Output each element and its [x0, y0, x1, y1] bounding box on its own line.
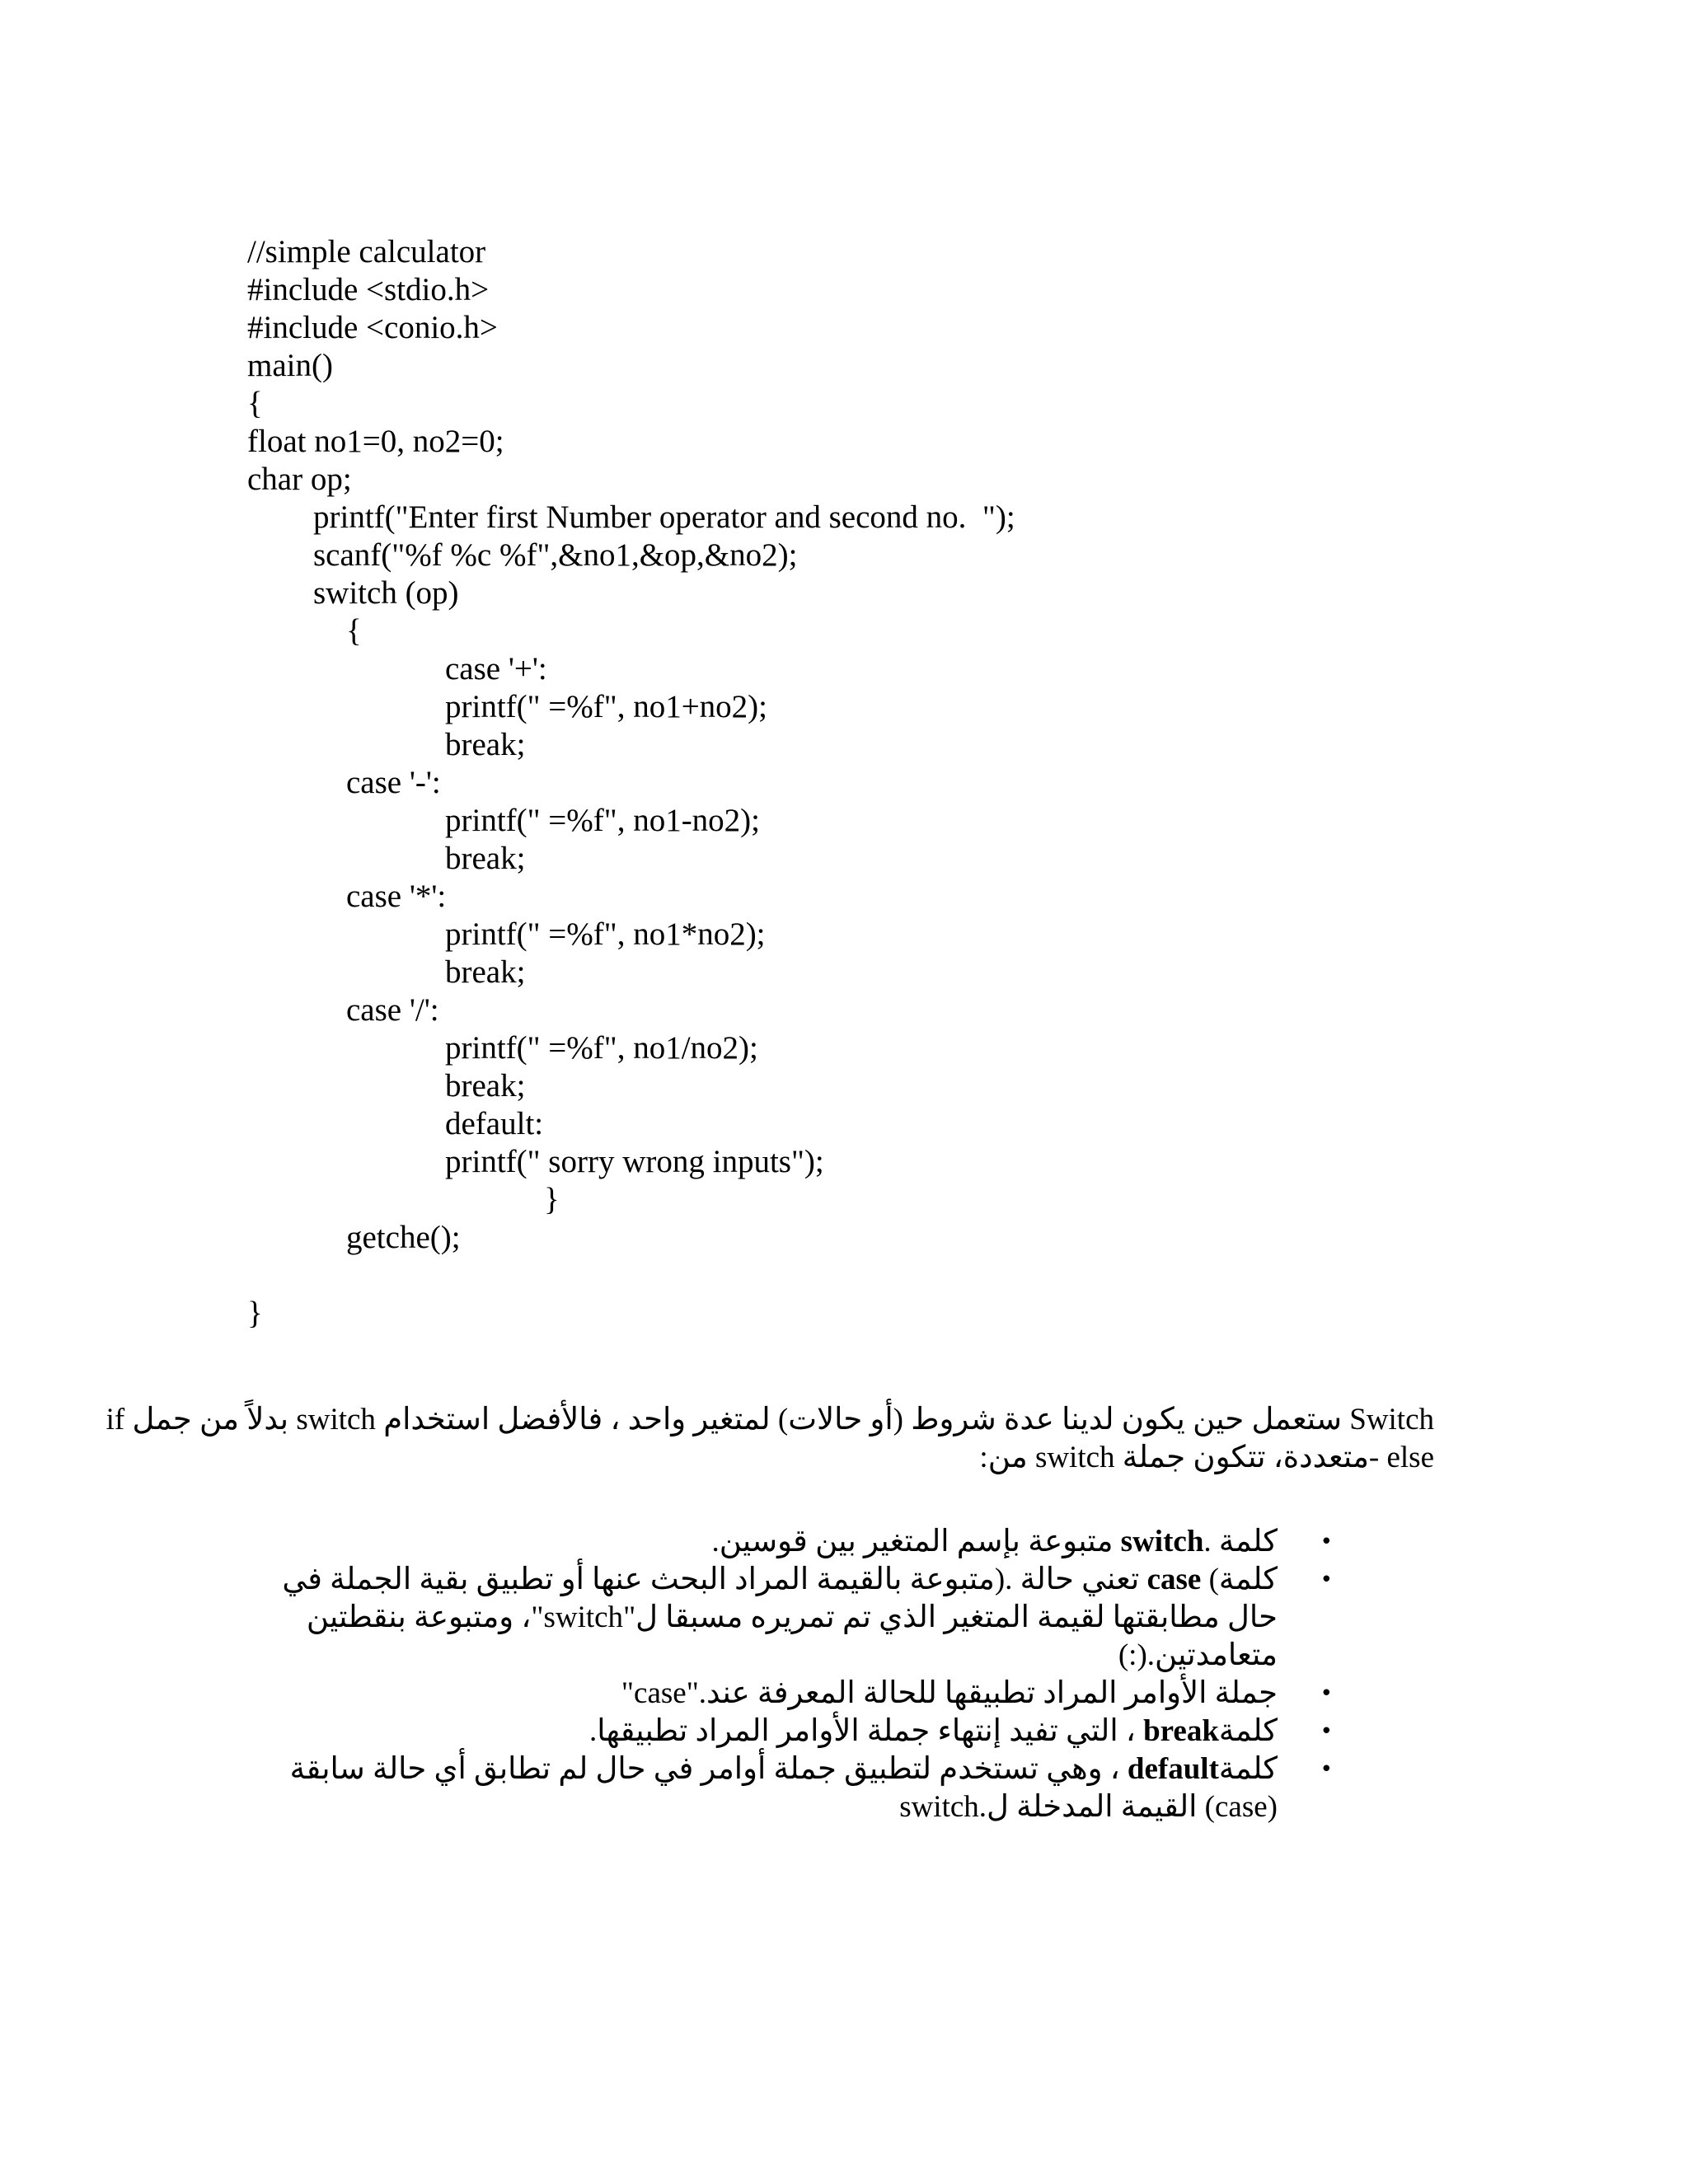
bullet-text: ، وهي تستخدم لتطبيق جملة أوامر في حال لم تطابق أي حالة سابقة (case) القيمة المدخلة ل.switch: [289, 1752, 1278, 1824]
bullet-keyword: break: [1143, 1714, 1219, 1748]
bullet-text: جملة الأوامر المراد تطبيقها للحالة المعرفة عند."case": [621, 1676, 1278, 1710]
code-line: case '/':: [346, 992, 439, 1028]
code-line: printf(" =%f", no1-no2);: [445, 803, 761, 838]
bullet-icon: •: [1320, 1681, 1333, 1706]
bullet-prefix: كلمة .: [1203, 1525, 1278, 1558]
code-line: main(): [247, 348, 333, 383]
paragraph-line-1: Switch ستعمل حين يكون لدينا عدة شروط (أو حالات) لمتغير واحد ، فالأفضل استخدام switch بدلاً من جمل if: [106, 1403, 1434, 1436]
bullet-icon: •: [1320, 1719, 1333, 1744]
code-line: float no1=0, no2=0;: [247, 424, 504, 459]
switch-description-paragraph: [106, 1401, 1434, 1477]
bullet-prefix: كلمة: [1218, 1714, 1278, 1748]
switch-parts-list: [247, 1523, 1333, 1826]
code-line: getche();: [346, 1220, 461, 1255]
bullet-icon: •: [1320, 1568, 1333, 1592]
code-line: printf("Enter first Number operator and second no. ");: [313, 499, 1015, 535]
code-line: break;: [445, 954, 526, 990]
bullet-keyword: default: [1127, 1752, 1219, 1786]
list-item: [247, 1713, 1333, 1750]
code-line: switch (op): [313, 575, 459, 611]
bullet-text: تعني حالة .(متبوعة بالقيمة المراد البحث عنها أو تطبيق بقية الجملة في حال مطابقتها لقيمة المتغير الذي تم تمريره مسبقا ل"switch"، ومتبوعة بنقطتين متعامدتين.(:): [282, 1563, 1278, 1672]
code-line: case '+':: [445, 651, 547, 687]
code-line: printf(" =%f", no1/no2);: [445, 1030, 758, 1066]
code-line: break;: [445, 841, 526, 876]
code-line: }: [247, 1296, 263, 1331]
code-line: break;: [445, 1068, 526, 1104]
bullet-icon: •: [1320, 1530, 1333, 1554]
code-line: {: [346, 613, 362, 649]
bullet-prefix: كلمة): [1201, 1563, 1278, 1596]
list-item: [247, 1561, 1333, 1675]
code-line: printf(" =%f", no1*no2);: [445, 916, 766, 952]
list-item: [247, 1523, 1333, 1561]
code-line: char op;: [247, 462, 352, 497]
list-item: [247, 1675, 1333, 1713]
code-line: case '*':: [346, 879, 447, 914]
code-line: #include <stdio.h>: [247, 272, 490, 307]
code-line: break;: [445, 727, 526, 762]
bullet-prefix: كلمة: [1218, 1752, 1278, 1786]
bullet-keyword: case: [1146, 1563, 1202, 1596]
bullet-keyword: switch: [1120, 1525, 1204, 1558]
code-line: printf(" sorry wrong inputs");: [445, 1144, 824, 1179]
bullet-text: ، التي تفيد إنتهاء جملة الأوامر المراد تطبيقها.: [588, 1714, 1144, 1748]
bullet-icon: •: [1320, 1757, 1333, 1782]
code-line: printf(" =%f", no1+no2);: [445, 689, 768, 724]
code-line: {: [247, 386, 263, 421]
code-line: default:: [445, 1106, 544, 1141]
code-line: case '-':: [346, 765, 441, 800]
list-item: [247, 1750, 1333, 1826]
code-line: scanf("%f %c %f",&no1,&op,&no2);: [313, 537, 798, 573]
code-line: //simple calculator: [247, 234, 486, 269]
bullet-text: متبوعة بإسم المتغير بين قوسين.: [711, 1525, 1121, 1558]
code-line: }: [544, 1182, 560, 1217]
code-line: #include <conio.h>: [247, 310, 498, 345]
paragraph-line-2: else -متعددة، تتكون جملة switch من:: [979, 1441, 1434, 1474]
